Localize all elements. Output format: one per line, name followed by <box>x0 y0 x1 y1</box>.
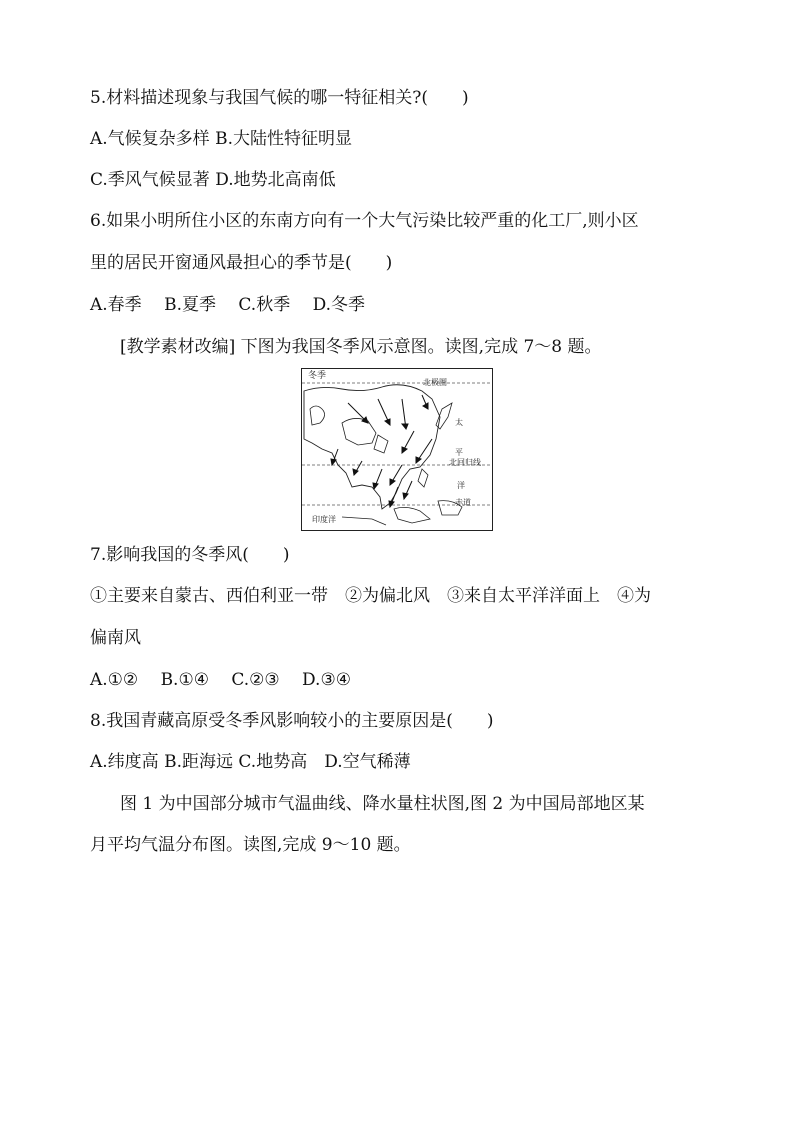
q8-stem: 8.我国青藏高原受冬季风影响较小的主要原因是( ) <box>90 711 494 731</box>
equator-label: 赤道 <box>455 498 471 507</box>
q7-items-line1: ①主要来自蒙古、西伯利亚一带 ②为偏北风 ③来自太平洋洋面上 ④为 <box>90 586 651 606</box>
q5-stem: 5.材料描述现象与我国气候的哪一特征相关?( ) <box>90 88 469 108</box>
q5-options-row1: A.气候复杂多样 B.大陆性特征明显 <box>90 129 352 149</box>
pacific-label-2: 平 <box>455 448 463 457</box>
q7-options: A.①② B.①④ C.②③ D.③④ <box>90 670 351 690</box>
q7-items-line2: 偏南风 <box>90 628 141 648</box>
intro-7-8: [教学素材改编] 下图为我国冬季风示意图。读图,完成 7～8 题。 <box>120 337 602 357</box>
q6-stem-line1: 6.如果小明所住小区的东南方向有一个大气污染比较严重的化工厂,则小区 <box>90 211 639 231</box>
q8-options: A.纬度高 B.距海远 C.地势高 D.空气稀薄 <box>90 752 411 772</box>
q5-options-row2: C.季风气候显著 D.地势北高南低 <box>90 170 336 190</box>
tropic-label: 北回归线 <box>449 458 481 467</box>
indian-ocean-label: 印度洋 <box>312 515 336 524</box>
winter-monsoon-map <box>301 368 493 531</box>
pacific-label-3: 洋 <box>457 481 465 490</box>
q7-stem: 7.影响我国的冬季风( ) <box>90 545 290 565</box>
intro-9-10-line2: 月平均气温分布图。读图,完成 9～10 题。 <box>90 835 411 855</box>
intro-9-10-line1: 图 1 为中国部分城市气温曲线、降水量柱状图,图 2 为中国局部地区某 <box>120 794 645 814</box>
map-title: 冬季 <box>308 371 327 381</box>
pacific-label-1: 太 <box>455 418 463 427</box>
q6-options: A.春季 B.夏季 C.秋季 D.冬季 <box>90 295 366 315</box>
arctic-circle-label: 北极圈 <box>423 378 447 387</box>
q6-stem-line2: 里的居民开窗通风最担心的季节是( ) <box>90 253 393 273</box>
